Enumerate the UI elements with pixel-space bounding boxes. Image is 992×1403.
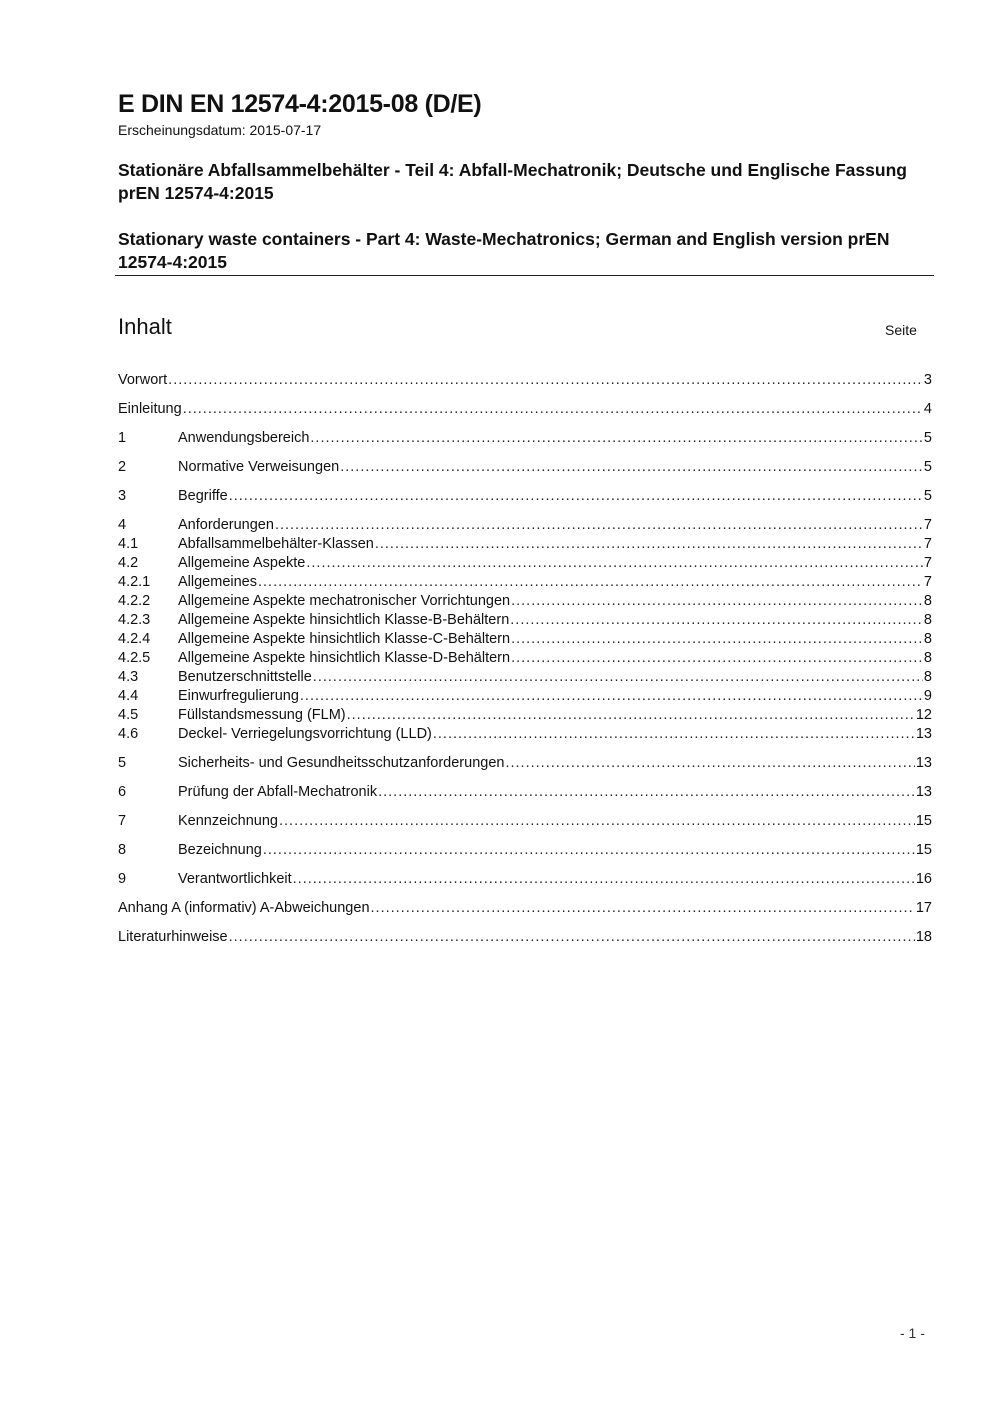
toc-dot-leader [263, 841, 915, 860]
toc-entry-annex-title: A-Abweichungen [259, 900, 370, 916]
toc-entry-page: 8 [923, 669, 932, 685]
toc-entry-label: Anwendungsbereich [178, 430, 310, 446]
toc-dot-leader [510, 611, 923, 630]
toc-entry[interactable] [118, 573, 932, 592]
toc-dot-leader [375, 535, 923, 554]
toc-entry[interactable] [118, 928, 932, 947]
toc-entry-label: Füllstandsmessung (FLM) [178, 707, 346, 723]
toc-entry-label-wrap [178, 649, 510, 668]
toc-entry-label-wrap [118, 371, 167, 390]
toc-entry-label: Verantwortlichkeit [178, 871, 292, 887]
toc-entry-label: Sicherheits- und Gesundheitsschutzanforderungen [178, 755, 505, 771]
toc-entry-page: 3 [923, 372, 932, 388]
toc-entry-number: 7 [118, 813, 127, 829]
toc-dot-leader [168, 371, 923, 390]
toc-entry-number: 8 [118, 842, 127, 858]
toc-entry-label: Bezeichnung [178, 842, 262, 858]
toc-dot-leader [300, 687, 923, 706]
toc-entry-number: 4.2.2 [118, 593, 151, 609]
toc-entry-number: 4.2.1 [118, 574, 151, 590]
toc-dot-leader [306, 554, 923, 573]
issue-date: Erscheinungsdatum: 2015-07-17 [118, 122, 322, 138]
toc-entry-label: Allgemeines [178, 574, 257, 590]
toc-entry-label: Allgemeine Aspekte mechatronischer Vorrichtungen [178, 593, 511, 609]
toc-entry-page: 18 [915, 929, 932, 945]
toc-entry-label-wrap [178, 812, 278, 831]
toc-entry-page: 17 [915, 900, 932, 916]
toc-entry-number: 4.2.3 [118, 612, 151, 628]
toc-entry[interactable] [118, 611, 932, 630]
toc-entry-annex-type: (informativ) [184, 900, 257, 916]
toc-entry[interactable] [118, 535, 932, 554]
toc-entry-label: Prüfung der Abfall-Mechatronik [178, 784, 378, 800]
toc-entry-page: 15 [915, 842, 932, 858]
toc-entry[interactable] [118, 487, 932, 506]
toc-entry[interactable] [118, 554, 932, 573]
toc-entry-label: Allgemeine Aspekte hinsichtlich Klasse-C-Behältern [178, 631, 511, 647]
toc-entry-number: 4.5 [118, 707, 139, 723]
toc-dot-leader [378, 783, 915, 802]
toc-entry-label: Allgemeine Aspekte hinsichtlich Klasse-B-Behältern [178, 612, 510, 628]
toc-entry-label: Einwurfregulierung [178, 688, 299, 704]
toc-entry-label-wrap [178, 554, 305, 573]
toc-entry-page: 8 [923, 593, 932, 609]
toc-entry-number: 4.2.5 [118, 650, 151, 666]
toc-entry[interactable] [118, 400, 932, 419]
toc-entry[interactable] [118, 630, 932, 649]
toc-dot-leader [310, 429, 923, 448]
toc-entry-label: Vorwort [118, 372, 168, 388]
toc-entry-page: 8 [923, 650, 932, 666]
toc-dot-leader [275, 516, 923, 535]
toc-entry-page: 8 [923, 612, 932, 628]
toc-entry-number: 5 [118, 755, 127, 771]
toc-entry-label: Abfallsammelbehälter-Klassen [178, 536, 374, 552]
toc-entry-label: Begriffe [178, 488, 228, 504]
toc-entry-label: Allgemeine Aspekte [178, 555, 306, 571]
toc-entry-label: Benutzerschnittstelle [178, 669, 312, 685]
toc-entry[interactable] [118, 870, 932, 889]
toc-entry-label-wrap [178, 870, 292, 889]
toc-entry-page: 13 [915, 726, 932, 742]
toc-dot-leader [347, 706, 915, 725]
toc-dot-leader [505, 754, 914, 773]
toc-entry-number: 4.2 [118, 555, 139, 571]
toc-entry[interactable] [118, 812, 932, 831]
toc-entry-number: 4.6 [118, 726, 139, 742]
toc-entry-number: 4.3 [118, 669, 139, 685]
table-of-contents [118, 371, 932, 947]
toc-entry-label-wrap [178, 429, 309, 448]
title-english: Stationary waste containers - Part 4: Waste-Mechatronics; German and English version prEN 12574-4:2015 [118, 229, 890, 272]
toc-entry[interactable] [118, 841, 932, 860]
toc-entry-page: 13 [915, 755, 932, 771]
toc-entry-page: 9 [923, 688, 932, 704]
toc-entry-page: 7 [923, 574, 932, 590]
toc-dot-leader [511, 592, 923, 611]
toc-entry-label-wrap [178, 611, 509, 630]
toc-entry[interactable] [118, 429, 932, 448]
toc-entry-label-wrap [178, 725, 432, 744]
toc-dot-leader [371, 899, 915, 918]
toc-entry-label-wrap [118, 400, 182, 419]
toc-entry-label: Anforderungen [178, 517, 274, 533]
toc-entry[interactable] [118, 649, 932, 668]
toc-entry-page: 15 [915, 813, 932, 829]
toc-entry-number: 1 [118, 430, 127, 446]
toc-entry-label-wrap [178, 573, 257, 592]
toc-entry-label-wrap [178, 687, 299, 706]
toc-entry-label: Kennzeichnung [178, 813, 278, 829]
toc-dot-leader [313, 668, 923, 687]
toc-entry-label-wrap [178, 668, 312, 687]
toc-entry-page: 4 [923, 401, 932, 417]
toc-entry-number: 2 [118, 459, 127, 475]
toc-heading: Inhalt [118, 314, 172, 339]
toc-entry[interactable] [118, 706, 932, 725]
toc-entry-page: 5 [923, 430, 932, 446]
toc-entry-label: Allgemeine Aspekte hinsichtlich Klasse-D-Behältern [178, 650, 511, 666]
toc-entry-label-wrap [178, 754, 504, 773]
toc-entry-label-wrap [118, 899, 370, 918]
toc-dot-leader [279, 812, 915, 831]
toc-entry-number: 4.2.4 [118, 631, 151, 647]
toc-entry-label: Literaturhinweise [118, 929, 228, 945]
toc-entry-label: Deckel- Verriegelungsvorrichtung (LLD) [178, 726, 432, 742]
toc-entry-label-wrap [118, 928, 228, 947]
toc-entry[interactable] [118, 687, 932, 706]
toc-dot-leader [433, 725, 915, 744]
toc-entry[interactable] [118, 668, 932, 687]
toc-page-column-heading: Seite [885, 322, 917, 338]
toc-entry-label-wrap [178, 706, 346, 725]
toc-entry[interactable] [118, 458, 932, 477]
toc-entry-label-wrap [178, 487, 228, 506]
toc-entry-number: 4 [118, 517, 127, 533]
toc-entry[interactable] [118, 516, 932, 535]
toc-dot-leader [511, 630, 923, 649]
toc-entry-label: Anhang A [118, 900, 181, 916]
toc-entry-label-wrap [178, 630, 510, 649]
toc-entry-number: 6 [118, 784, 127, 800]
toc-entry-number: 9 [118, 871, 127, 887]
toc-entry-label-wrap [178, 516, 274, 535]
toc-dot-leader [229, 487, 923, 506]
toc-dot-leader [183, 400, 923, 419]
toc-entry-page: 16 [915, 871, 932, 887]
toc-entry[interactable] [118, 371, 932, 390]
toc-entry-number: 4.1 [118, 536, 139, 552]
toc-entry-label-wrap [178, 592, 510, 611]
toc-entry[interactable] [118, 754, 932, 773]
toc-entry[interactable] [118, 783, 932, 802]
toc-entry-page: 7 [923, 517, 932, 533]
toc-entry-label-wrap [178, 458, 339, 477]
toc-entry-number: 4.4 [118, 688, 139, 704]
toc-dot-leader [340, 458, 923, 477]
toc-entry-page: 5 [923, 459, 932, 475]
toc-dot-leader [258, 573, 923, 592]
toc-entry-page: 7 [923, 536, 932, 552]
toc-entry[interactable] [118, 592, 932, 611]
toc-entry-label-wrap [178, 535, 374, 554]
page-number: - 1 - [900, 1325, 925, 1341]
toc-entry-label: Einleitung [118, 401, 182, 417]
toc-entry-number: 3 [118, 488, 127, 504]
toc-entry-label: Normative Verweisungen [178, 459, 340, 475]
header-divider [115, 275, 934, 276]
toc-entry-label-wrap [178, 783, 377, 802]
toc-entry-label-wrap [178, 841, 262, 860]
toc-dot-leader [293, 870, 915, 889]
toc-entry[interactable] [118, 725, 932, 744]
toc-entry-page: 13 [915, 784, 932, 800]
document-title: E DIN EN 12574-4:2015-08 (D/E) [118, 90, 482, 118]
toc-dot-leader [229, 928, 915, 947]
toc-entry-page: 12 [915, 707, 932, 723]
title-german: Stationäre Abfallsammelbehälter - Teil 4: Abfall-Mechatronik; Deutsche und Englische Fassung prEN 12574-4:2015 [118, 160, 907, 203]
toc-dot-leader [511, 649, 923, 668]
toc-entry-page: 5 [923, 488, 932, 504]
toc-entry[interactable] [118, 899, 932, 918]
toc-entry-page: 8 [923, 631, 932, 647]
toc-entry-page: 7 [923, 555, 932, 571]
